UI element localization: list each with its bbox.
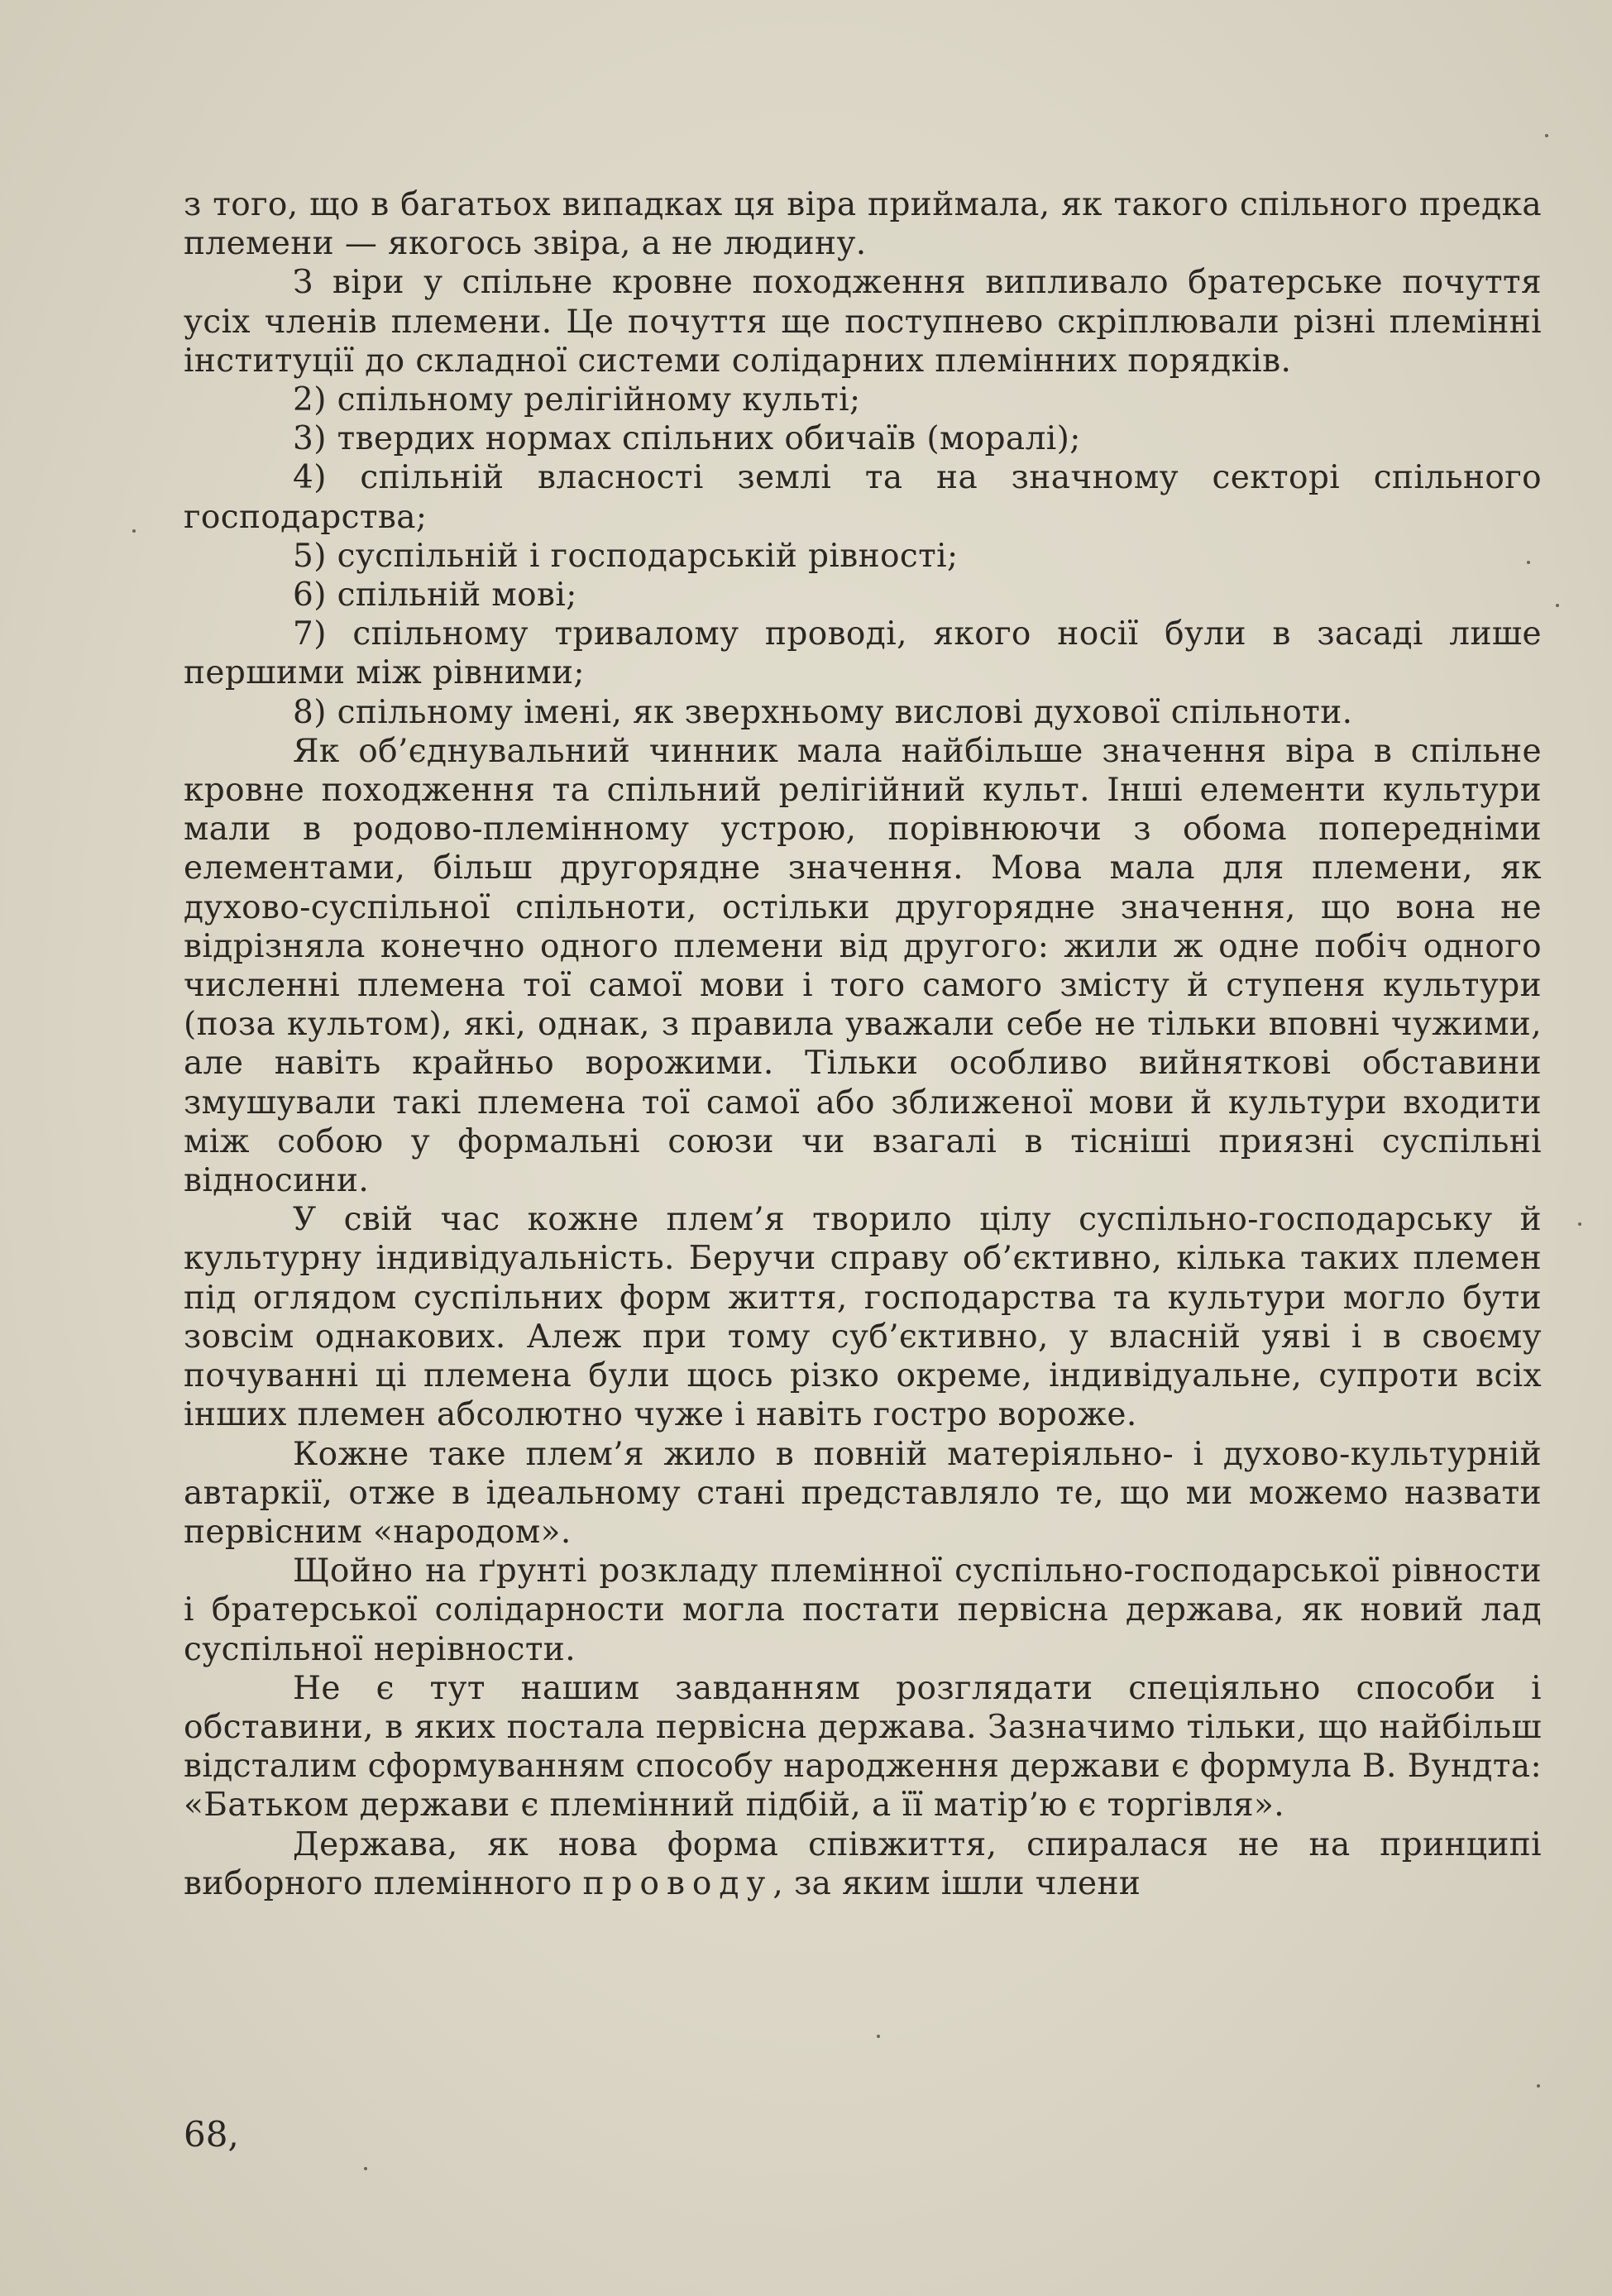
- list-item: 8) спільному імені, як зверхньому вислові духової спільноти.: [293, 693, 1353, 731]
- list-item: 4) спільній власності землі та на значному секторі спільного господарства;: [184, 459, 1542, 536]
- paragraph: Як об’єднувальний чинник мала найбільше значення віра в спільне кровне походження та спільний релігійний культ. Інші елементи культури мали в родово-племінному устрою, порівнюючи з обома попередніми елементами, більш другорядне значення. Мова мала для племени, як духово-суспільної спільноти, остільки другорядне значення, що вона не відрізняла конечно одного племени від другого: жили ж одне побіч одного численні племена тої самої мови і того самого змісту й ступеня культури (поза культом), які, однак, з правила уважали себе не тільки вповні чужими, але навіть крайньо ворожими. Тільки особливо вийняткові обставини змушували такі племена тої самої або зближеної мови й культури входити між собою у формальні союзи чи взагалі в тісніші приязні суспільні відносини.: [184, 732, 1542, 1200]
- list-item: 2) спільному релігійному культі;: [293, 381, 861, 419]
- list-item: 5) суспільній і господарській рівності;: [293, 537, 959, 575]
- print-speck: [877, 2035, 880, 2038]
- print-speck: [132, 529, 136, 533]
- list-item: 7) спільному тривалому проводі, якого носії були в засаді лише першими між рівними;: [184, 615, 1542, 692]
- list-item: 3) твердих нормах спільних обичаїв (моралі);: [293, 420, 1081, 458]
- paragraph-last-end: , за яким ішли члени: [773, 1864, 1141, 1902]
- print-speck: [1578, 1222, 1581, 1226]
- paragraph-continuation: з того, що в багатьох випадках ця віра приймала, як такого спільного предка племени — якогось звіра, а не людину.: [184, 186, 1542, 263]
- paragraph: Кожне таке плем’я жило в повній матеріяльно- і духово-культурній автаркії, отже в ідеальному стані представляло те, що ми можемо назвати первісним «народом».: [184, 1435, 1542, 1551]
- spaced-emphasis-word: проводу: [582, 1864, 773, 1902]
- print-speck: [1537, 2084, 1540, 2088]
- paragraph-last: [184, 1825, 1542, 1903]
- page-number: 68,: [184, 2114, 239, 2155]
- print-speck: [364, 2167, 367, 2170]
- body-text: [184, 185, 1542, 1903]
- list-item: 6) спільній мові;: [293, 576, 577, 615]
- paragraph: Щойно на ґрунті розкладу племінної суспільно-господарської рівности і братерської солідарности могла постати первісна держава, як новий лад суспільної нерівности.: [184, 1552, 1542, 1668]
- paragraph: У свій час кожне плем’я творило цілу суспільно-господарську й культурну індивідуальність. Беручи справу об’єктивно, кілька таких племен під оглядом суспільних форм життя, господарства та культури могло бути зовсім однакових. Алеж при тому суб’єктивно, у власній уяві і в своєму почуванні ці племена були щось різко окреме, індивідуальне, супроти всіх інших племен абсолютно чуже і навіть гостро вороже.: [184, 1201, 1542, 1434]
- print-speck: [1556, 604, 1559, 607]
- paragraph-last-start: Держава, як нова форма співжиття, спиралася не на принципі виборного племінного: [184, 1825, 1542, 1902]
- paragraph: Не є тут нашим завданням розглядати спеціяльно способи і обставини, в яких постала первісна держава. Зазначимо тільки, що найбільш відсталим сформуванням способу народження держави є формула В. Вундта: «Батьком держави є племінний підбій, а її матір’ю є торгівля».: [184, 1669, 1542, 1825]
- paragraph: З віри у спільне кровне походження випливало братерське почуття усіх членів племени. Це почуття ще поступнево скріплювали різні племінні інституції до складної системи солідарних племінних порядків.: [184, 264, 1542, 380]
- print-speck: [1545, 134, 1548, 137]
